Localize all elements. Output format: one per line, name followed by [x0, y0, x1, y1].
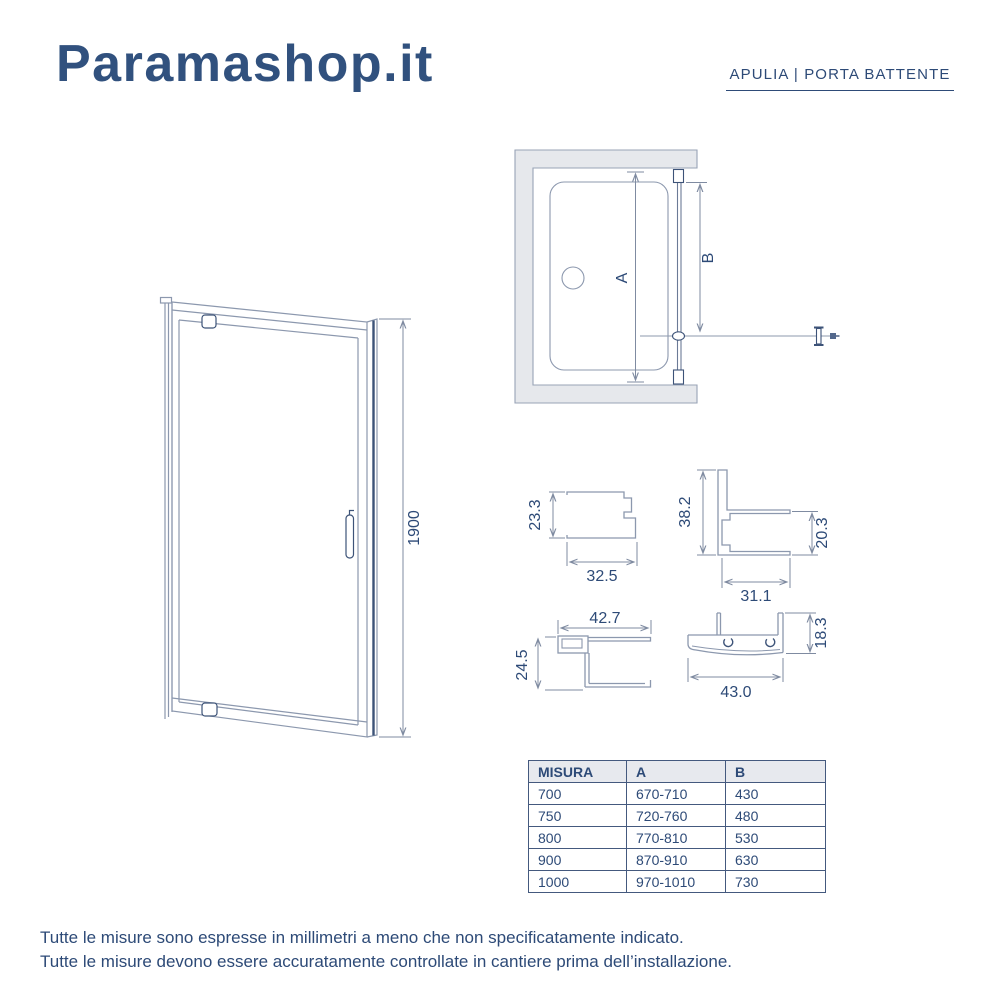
footer-note-line2: Tutte le misure devono essere accuratamente controllate in cantiere prima dell’installazione.	[40, 952, 733, 971]
hinge-top	[202, 315, 216, 328]
door-frame-outline	[172, 302, 367, 737]
size-table-header-misura: MISURA	[529, 761, 627, 783]
door-plan-bracket-bottom	[674, 370, 684, 384]
profile-1-outline	[567, 492, 636, 538]
profile-3-dims	[538, 620, 651, 690]
door-handle	[346, 511, 354, 559]
shower-tray	[550, 182, 668, 370]
door-frame-bottom-rail	[172, 698, 367, 722]
top-view-plan	[515, 150, 840, 403]
door-frame-top-rail	[172, 310, 367, 330]
door-glass-edges	[179, 320, 358, 725]
profile-4-outline	[688, 613, 783, 655]
profile-1-width-label: 32.5	[586, 568, 618, 585]
table-row	[529, 783, 826, 805]
front-view-door	[161, 298, 424, 738]
profile-2-inner-height-label: 20.3	[814, 517, 831, 549]
cell-a: 720-760	[627, 805, 726, 827]
profile-3	[514, 610, 651, 690]
door-plan-closed	[678, 172, 682, 382]
profile-2-outline	[718, 470, 790, 555]
profile-4	[688, 613, 830, 701]
hinge-bottom	[202, 703, 217, 716]
door-plan-bracket-top	[674, 170, 684, 183]
table-row	[529, 805, 826, 827]
size-table-header-b: B	[726, 761, 826, 783]
size-table-header-row	[529, 761, 826, 783]
product-line-title: APULIA | PORTA BATTENTE	[726, 66, 954, 91]
cell-b: 530	[726, 827, 826, 849]
cell-a: 670-710	[627, 783, 726, 805]
cell-b: 430	[726, 783, 826, 805]
profile-4-width-label: 43.0	[720, 684, 752, 701]
size-table	[528, 760, 826, 893]
cell-b: 480	[726, 805, 826, 827]
paramashop-logo: Paramashop.it	[56, 35, 434, 93]
cell-a: 770-810	[627, 827, 726, 849]
cell-misura: 700	[529, 783, 627, 805]
footer-note-line1: Tutte le misure sono espresse in millimetri a meno che non specificatamente indicato.	[40, 928, 684, 947]
cell-b: 630	[726, 849, 826, 871]
profile-3-outline	[558, 636, 651, 687]
profile-4-dims	[688, 613, 816, 682]
dimension-b-label: B	[700, 252, 717, 264]
wall-profile-left	[161, 298, 173, 720]
profile-3-height-label: 24.5	[514, 649, 531, 681]
table-row	[529, 827, 826, 849]
cell-misura: 750	[529, 805, 627, 827]
dimension-a-label: A	[614, 272, 631, 284]
cell-a: 870-910	[627, 849, 726, 871]
cell-a: 970-1010	[627, 871, 726, 893]
table-row	[529, 871, 826, 893]
profile-2	[677, 470, 831, 605]
cell-misura: 900	[529, 849, 627, 871]
profile-1	[527, 492, 637, 585]
size-table-header-a: A	[627, 761, 726, 783]
profile-3-width-label: 42.7	[589, 610, 621, 627]
table-row	[529, 849, 826, 871]
profile-1-dims	[549, 492, 637, 566]
profile-2-width-label: 31.1	[740, 588, 772, 605]
cell-misura: 800	[529, 827, 627, 849]
door-pivot	[673, 332, 685, 340]
dimension-1900-label: 1900	[406, 510, 423, 546]
door-frame-right-face	[367, 319, 377, 737]
cell-b: 730	[726, 871, 826, 893]
profile-1-height-label: 23.3	[527, 499, 544, 531]
profile-4-height-label: 18.3	[813, 617, 830, 649]
profile-2-dims	[697, 470, 818, 588]
footer-notes	[40, 926, 732, 974]
profile-2-height-label: 38.2	[677, 496, 694, 528]
cell-misura: 1000	[529, 871, 627, 893]
